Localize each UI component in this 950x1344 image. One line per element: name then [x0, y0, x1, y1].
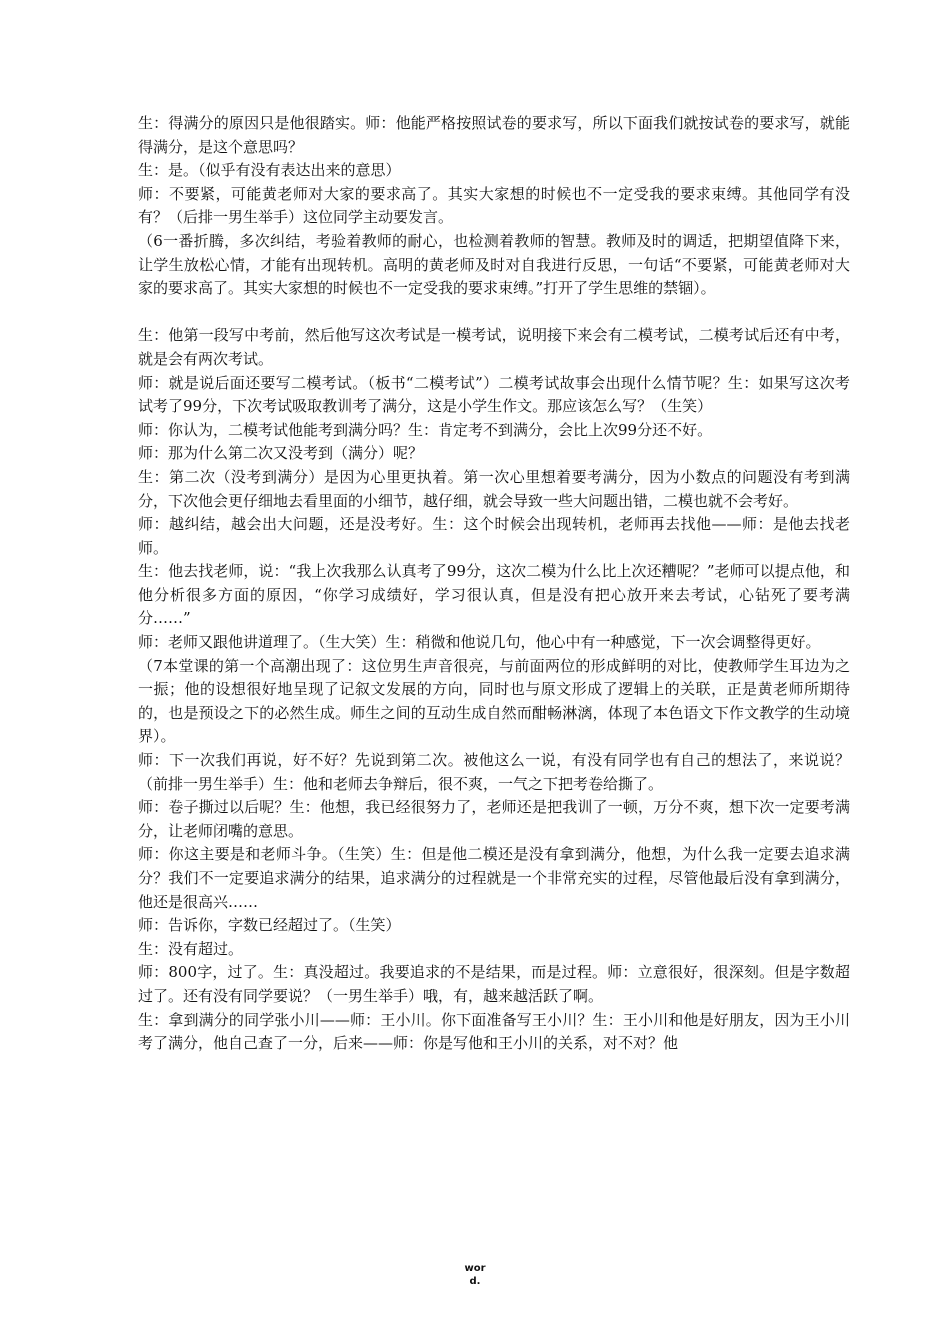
paragraph-1: 生：得满分的原因只是他很踏实。师：他能严格按照试卷的要求写，所以下面我们就按试卷的要求写，就能得满分，是这个意思吗？	[138, 114, 850, 156]
paragraph-11: 生：他去找老师，说：“我上次我那么认真考了99分，这次二模为什么比上次还糟呢？”老师可以提点他，和他分析很多方面的原因，“你学习成绩好，学习很认真，但是没有把心放开来去考试，心钻死了要考满分……”	[138, 562, 850, 628]
paragraph-7: 师：你认为，二模考试他能考到满分吗？生：肯定考不到满分，会比上次99分还不好。	[138, 420, 713, 439]
blank-line	[138, 301, 850, 325]
footer-line-2: d.	[469, 1276, 481, 1287]
document-body	[138, 112, 850, 1056]
paragraph-10: 师：越纠结，越会出大问题，还是没考好。生：这个时候会出现转机，老师再去找他——师：是他去找老师。	[138, 515, 850, 557]
paragraph-6: 师：就是说后面还要写二模考试。（板书“二模考试”）二模考试故事会出现什么情节呢？生：如果写这次考试考了99分，下次考试吸取教训考了满分，这是小学生作文。那应该怎么写？（生笑）	[138, 373, 850, 416]
paragraph-4-commentary: （6一番折腾，多次纠结，考验着教师的耐心，也检测着教师的智慧。教师及时的调适，把期望值降下来，让学生放松心情，才能有出现转机。高明的黄老师及时对自我进行反思，一句话“不要紧，可能黄老师对大家的要求高了。其实大家想的时候也不一定受我的要求束缚。”打开了学生思维的禁锢）。	[138, 231, 850, 298]
paragraph-18: 生：没有超过。	[138, 939, 244, 958]
paragraph-14: 师：下一次我们再说，好不好？先说到第二次。被他这么一说，有没有同学也有自己的想法了，来说说？（前排一男生举手）生：他和老师去争辩后，很不爽，一气之下把考卷给撕了。	[138, 751, 850, 793]
paragraph-15: 师：卷子撕过以后呢？生：他想，我已经很努力了，老师还是把我训了一顿，万分不爽，想下次一定要考满分，让老师闭嘴的意思。	[138, 798, 850, 840]
paragraph-17: 师：告诉你，字数已经超过了。（生笑）	[138, 916, 401, 935]
paragraph-9: 生：第二次（没考到满分）是因为心里更执着。第一次心里想着要考满分，因为小数点的问题没有考到满分，下次他会更仔细地去看里面的小细节，越仔细，就会导致一些大问题出错，二模也就不会考好。	[138, 467, 850, 510]
paragraph-12: 师：老师又跟他讲道理了。（生大笑）生：稍微和他说几句，他心中有一种感觉，下一次会调整得更好。	[138, 633, 821, 652]
paragraph-5: 生：他第一段写中考前，然后他写这次考试是一模考试，说明接下来会有二模考试，二模考试后还有中考，就是会有两次考试。	[138, 326, 850, 368]
page-footer	[0, 1262, 950, 1288]
paragraph-16: 师：你这主要是和老师斗争。（生笑）生：但是他二模还是没有拿到满分，他想，为什么我一定要去追求满分？我们不一定要追求满分的结果，追求满分的过程就是一个非常充实的过程，尽管他最后没有拿到满分，他还是很高兴……	[138, 845, 850, 911]
paragraph-8: 师：那为什么第二次又没考到（满分）呢？	[138, 444, 424, 463]
paragraph-20: 生：拿到满分的同学张小川——师：王小川。你下面准备写王小川？生：王小川和他是好朋友，因为王小川考了满分，他自己查了一分，后来——师：你是写他和王小川的关系，对不对？他	[138, 1010, 850, 1053]
paragraph-19: 师：800字，过了。生：真没超过。我要追求的不是结果，而是过程。师：立意很好，很深刻。但是字数超过了。还有没有同学要说？（一男生举手）哦，有，越来越活跃了啊。	[138, 963, 850, 1005]
paragraph-13-commentary: （7本堂课的第一个高潮出现了：这位男生声音很亮，与前面两位的形成鲜明的对比，使教师学生耳边为之一振；他的设想很好地呈现了记叙文发展的方向，同时也与原文形成了逻辑上的关联，正是黄老师所期待的，也是预设之下的必然生成。师生之间的互动生成自然而酣畅淋漓，体现了本色语文下作文教学的生动境界）。	[138, 656, 850, 746]
paragraph-2: 生：是。（似乎有没有表达出来的意思）	[138, 161, 401, 180]
paragraph-3: 师：不要紧，可能黄老师对大家的要求高了。其实大家想的时候也不一定受我的要求束缚。其他同学有没有？（后排一男生举手）这位同学主动要发言。	[138, 184, 850, 227]
footer-line-1: wor	[464, 1263, 486, 1274]
